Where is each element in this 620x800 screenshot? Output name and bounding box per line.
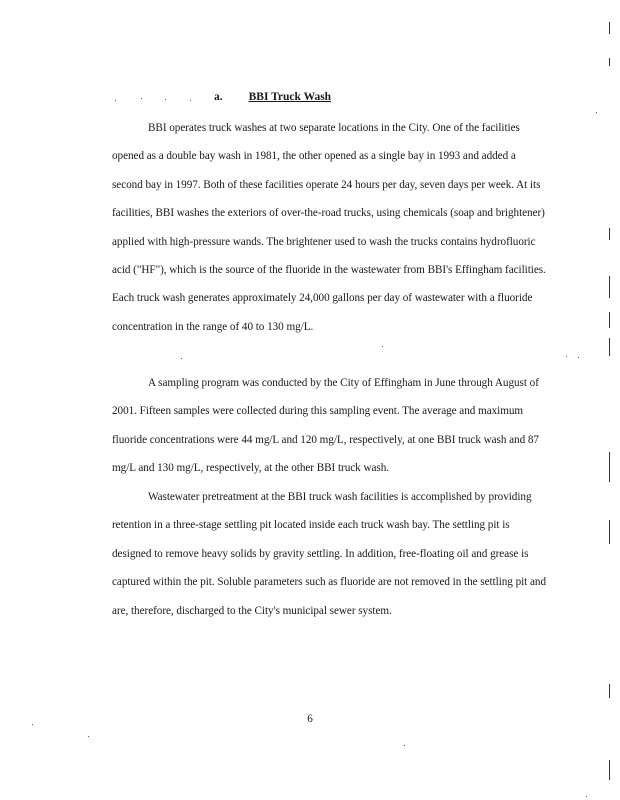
scan-edge-mark [609,452,610,482]
paragraph-pretreatment: Wastewater pretreatment at the BBI truck wash facilities is accomplished by providing retention in a three-stage settling pit located inside each truck wash bay. The settling pit is designed to remove heavy solids by gravity settling. In addition, free-floating oil and grease is captured within the pit. Soluble parameters such as fluoride are not removed in the settling pit and are, therefore, discharged to the City's municipal sewer system. [112,491,546,617]
scan-edge-mark [609,760,610,780]
scan-speck [190,100,191,101]
scan-speck [165,99,166,100]
page-number: 6 [307,713,313,725]
scan-speck [88,736,89,737]
section-title: BBI Truck Wash [248,91,332,103]
scan-edge-mark [609,276,610,298]
paragraph-block-1 [112,114,548,341]
scan-speck [141,98,142,99]
section-heading [214,91,331,103]
scan-speck [32,724,33,725]
scan-speck [382,346,383,347]
scan-edge-mark [609,58,610,66]
scan-speck [578,357,579,358]
paragraph-truck-wash-operations: BBI operates truck washes at two separate locations in the City. One of the facilities opened as a double bay wash in 1981, the other opened as a single bay in 1993 and added a second bay in 1997. Both of these facilities operate 24 hours per day, seven days per week. At its facilities, BBI washes the exteriors of over-the-road trucks, using chemicals (soap and brightener) applied with high-pressure wands. The brightener used to wash the trucks contains hydrofluoric acid ("HF"), which is the source of the fluoride in the wastewater from BBI's Effingham facilities. Each truck wash generates approximately 24,000 gallons per day of wastewater with a fluoride concentration in the range of 40 to 130 mg/L. [112,122,546,333]
paragraph-block-2 [112,369,548,483]
section-number: a. [214,91,223,103]
scan-edge-mark [609,312,610,328]
scan-edge-mark [609,684,610,698]
scan-edge-mark [609,520,610,544]
scan-edge-mark [609,338,610,356]
paragraph-sampling-program: A sampling program was conducted by the City of Effingham in June through August of 2001. Fifteen samples were collected during this sampling event. The average and maximum fluoride concentrations were 44 mg/L and 120 mg/L, respectively, at one BBI truck wash and 87 mg/L and 130 mg/L, respectively, at the other BBI truck wash. [112,377,539,475]
scan-speck [181,358,182,359]
scan-edge-mark [609,228,610,240]
scan-speck [566,356,567,357]
scan-edge-mark [609,22,610,34]
scan-speck [586,796,587,797]
scan-speck [115,100,116,101]
scan-speck [596,112,597,113]
paragraph-block-3 [112,483,548,625]
scan-speck [404,745,405,746]
